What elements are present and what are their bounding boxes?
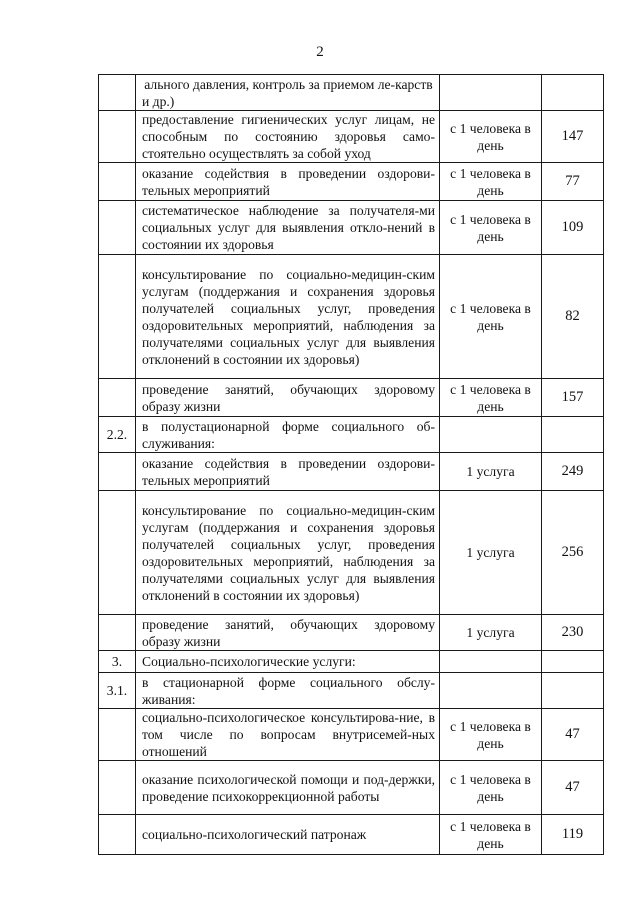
service-name: оказание содействия в проведении оздорови-тельных мероприятий [136, 163, 440, 201]
table-row [99, 75, 604, 111]
tariff-value: 230 [542, 615, 604, 651]
row-number: 3. [99, 651, 136, 673]
unit-of-measure: с 1 человека в день [440, 815, 542, 855]
service-name: консультирование по социально-медицин-ским услугам (поддержания и сохранения здоровья получателей социальных услуг, проведения оздоровительных мероприятий, наблюдения за получателями социальных услуг для выявления отклонений в состоянии их здоровья) [136, 491, 440, 615]
service-name: проведение занятий, обучающих здоровому образу жизни [136, 379, 440, 417]
unit-of-measure: с 1 человека в день [440, 111, 542, 163]
service-name: Социально-психологические услуги: [136, 651, 440, 673]
service-name: в стационарной форме социального обслу-живания: [136, 673, 440, 709]
tariff-value [542, 75, 604, 111]
unit-of-measure: с 1 человека в день [440, 761, 542, 815]
service-name: оказание психологической помощи и под-держки, проведение психокоррекционной работы [136, 761, 440, 815]
tariff-value [542, 417, 604, 453]
service-name: оказание содействия в проведении оздорови-тельных мероприятий [136, 453, 440, 491]
tariff-value: 256 [542, 491, 604, 615]
row-number: 3.1. [99, 673, 136, 709]
table-row [99, 615, 604, 651]
table-row [99, 201, 604, 255]
tariff-value: 47 [542, 709, 604, 761]
table-row [99, 255, 604, 379]
row-number [99, 615, 136, 651]
page-number: 2 [316, 44, 324, 60]
service-name: социально-психологическое консультирова-ние, в том числе по вопросам внутрисемей-ных отношений [136, 709, 440, 761]
unit-of-measure [440, 417, 542, 453]
tariff-value: 77 [542, 163, 604, 201]
table-row [99, 673, 604, 709]
unit-of-measure: с 1 человека в день [440, 163, 542, 201]
service-name: в полустационарной форме социального об-служивания: [136, 417, 440, 453]
tariff-value [542, 651, 604, 673]
tariff-value: 47 [542, 761, 604, 815]
row-number: 2.2. [99, 417, 136, 453]
row-number [99, 255, 136, 379]
table-row [99, 453, 604, 491]
table-row [99, 491, 604, 615]
table-row [99, 163, 604, 201]
unit-of-measure [440, 651, 542, 673]
unit-of-measure: 1 услуга [440, 615, 542, 651]
tariff-value: 147 [542, 111, 604, 163]
row-number [99, 379, 136, 417]
tariff-value: 82 [542, 255, 604, 379]
row-number [99, 111, 136, 163]
tariff-value: 109 [542, 201, 604, 255]
tariff-value: 157 [542, 379, 604, 417]
tariff-value: 249 [542, 453, 604, 491]
unit-of-measure: 1 услуга [440, 453, 542, 491]
table-row [99, 379, 604, 417]
row-number [99, 815, 136, 855]
service-name: проведение занятий, обучающих здоровому образу жизни [136, 615, 440, 651]
unit-of-measure: с 1 человека в день [440, 255, 542, 379]
table-row [99, 111, 604, 163]
table-row [99, 417, 604, 453]
row-number [99, 761, 136, 815]
table-row [99, 709, 604, 761]
service-name: социально-психологический патронаж [136, 815, 440, 855]
row-number [99, 453, 136, 491]
service-name: ального давления, контроль за приемом ле-карств и др.) [136, 75, 440, 111]
service-name: систематическое наблюдение за получателя-ми социальных услуг для выявления откло-нений в состоянии их здоровья [136, 201, 440, 255]
table-row [99, 761, 604, 815]
unit-of-measure [440, 75, 542, 111]
tariff-value [542, 673, 604, 709]
table-row [99, 815, 604, 855]
unit-of-measure: 1 услуга [440, 491, 542, 615]
tariff-value: 119 [542, 815, 604, 855]
unit-of-measure: с 1 человека в день [440, 379, 542, 417]
unit-of-measure: с 1 человека в день [440, 201, 542, 255]
service-name: предоставление гигиенических услуг лицам, не способным по состоянию здоровья само-стоятельно осуществлять за собой уход [136, 111, 440, 163]
table-row [99, 651, 604, 673]
tariff-table [98, 74, 604, 855]
row-number [99, 201, 136, 255]
row-number [99, 163, 136, 201]
row-number [99, 709, 136, 761]
row-number [99, 491, 136, 615]
unit-of-measure [440, 673, 542, 709]
row-number [99, 75, 136, 111]
unit-of-measure: с 1 человека в день [440, 709, 542, 761]
service-name: консультирование по социально-медицин-ским услугам (поддержания и сохранения здоровья получателей социальных услуг, проведения оздоровительных мероприятий, наблюдения за получателями социальных услуг для выявления отклонений в состоянии их здоровья) [136, 255, 440, 379]
